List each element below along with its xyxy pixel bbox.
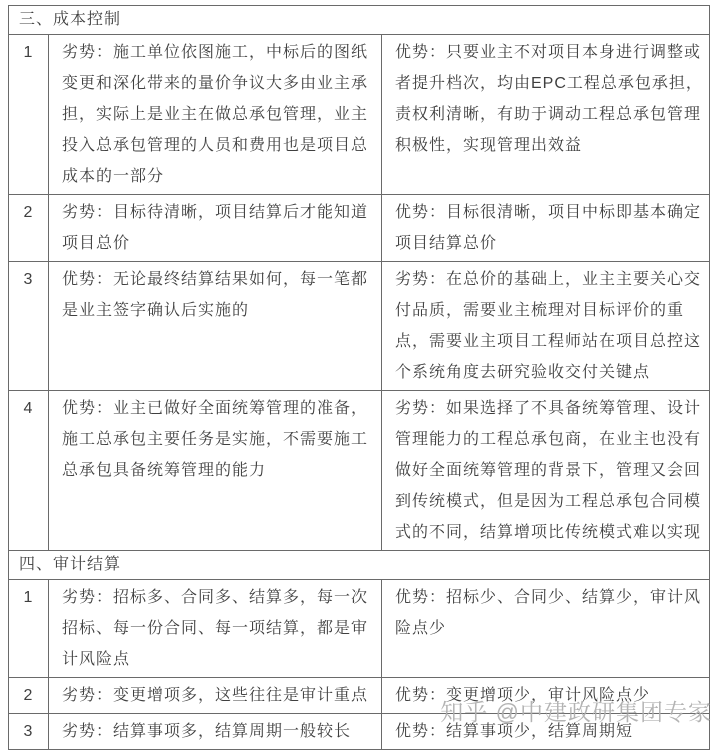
row-number: 1 [9, 35, 49, 195]
right-point-cell: 优势：结算事项少，结算周期短 [382, 714, 710, 750]
epc-comparison-table [8, 5, 710, 750]
left-point-cell: 劣势：目标待清晰，项目结算后才能知道项目总价 [49, 195, 382, 262]
right-point-cell: 劣势：如果选择了不具备统筹管理、设计管理能力的工程总承包商，在业主也没有做好全面统筹管理的背景下，管理又会回到传统模式，但是因为工程总承包合同模式的不同，结算增项比传统模式难以实现 [382, 391, 710, 551]
right-point-cell: 优势：招标少、合同少、结算少，审计风险点少 [382, 580, 710, 678]
row-number: 2 [9, 195, 49, 262]
right-point-cell: 劣势：在总价的基础上，业主主要关心交付品质，需要业主梳理对目标评价的重点，需要业主项目工程师站在项目总控这个系统角度去研究验收交付关键点 [382, 262, 710, 391]
section-header-row [9, 6, 710, 35]
row-number: 1 [9, 580, 49, 678]
right-point-cell: 优势：目标很清晰，项目中标即基本确定项目结算总价 [382, 195, 710, 262]
row-number: 4 [9, 391, 49, 551]
section-header-row [9, 551, 710, 580]
left-point-cell: 劣势：施工单位依图施工，中标后的图纸变更和深化带来的量价争议大多由业主承担，实际上是业主在做总承包管理，业主投入总承包管理的人员和费用也是项目总成本的一部分 [49, 35, 382, 195]
row-number: 3 [9, 714, 49, 750]
section-title: 三、成本控制 [9, 6, 710, 35]
table-row [9, 678, 710, 714]
zhihu-watermark: 知乎 @中建政研集团专家 [440, 699, 712, 725]
left-point-cell: 优势：业主已做好全面统筹管理的准备，施工总承包主要任务是实施，不需要施工总承包具备统筹管理的能力 [49, 391, 382, 551]
left-point-cell: 劣势：结算事项多，结算周期一般较长 [49, 714, 382, 750]
row-number: 2 [9, 678, 49, 714]
table-row [9, 714, 710, 750]
row-number: 3 [9, 262, 49, 391]
section-title: 四、审计结算 [9, 551, 710, 580]
table-body [9, 6, 710, 750]
table-row [9, 580, 710, 678]
table-row [9, 195, 710, 262]
right-point-cell: 优势：只要业主不对项目本身进行调整或者提升档次，均由EPC工程总承包承担，责权利清晰，有助于调动工程总承包管理积极性，实现管理出效益 [382, 35, 710, 195]
table-row [9, 262, 710, 391]
left-point-cell: 劣势：招标多、合同多、结算多，每一次招标、每一份合同、每一项结算，都是审计风险点 [49, 580, 382, 678]
table-row [9, 35, 710, 195]
left-point-cell: 优势：无论最终结算结果如何，每一笔都是业主签字确认后实施的 [49, 262, 382, 391]
document-page [8, 5, 710, 750]
right-point-cell: 优势：变更增项少，审计风险点少 [382, 678, 710, 714]
table-row [9, 391, 710, 551]
left-point-cell: 劣势：变更增项多，这些往往是审计重点 [49, 678, 382, 714]
